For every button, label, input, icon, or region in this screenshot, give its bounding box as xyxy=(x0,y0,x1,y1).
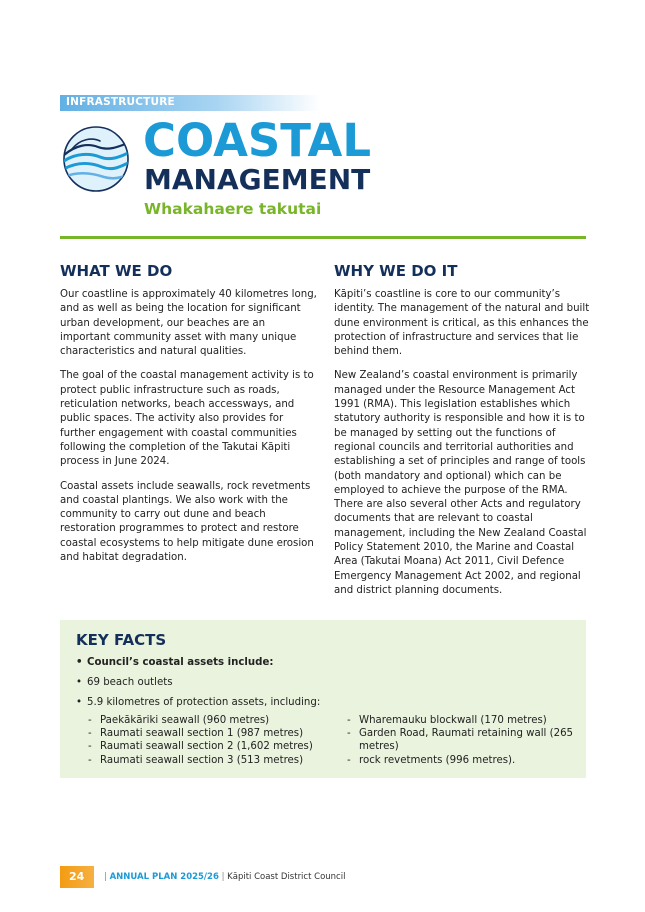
coastal-logo-icon xyxy=(62,125,130,193)
list-item xyxy=(88,740,348,753)
why-we-do-it-paragraph: Kāpiti’s coastline is core to our community’s identity. The management of the natural and built dune environment is critical, as this enhances the protection of infrastructure and services that lie behind them. xyxy=(334,289,590,358)
footer-text xyxy=(104,872,345,882)
list-item xyxy=(88,727,348,740)
dash-icon: - xyxy=(88,728,92,740)
bullet-icon: • xyxy=(76,697,83,708)
list-item-text: Raumati seawall section 2 (1,602 metres) xyxy=(100,741,313,753)
list-item-text: 5.9 kilometres of protection assets, including: xyxy=(87,697,321,708)
list-item-text: Raumati seawall section 3 (513 metres) xyxy=(100,754,304,766)
dash-icon: - xyxy=(347,728,351,740)
banner-label: INFRASTRUCTURE xyxy=(66,96,175,108)
page-number: 24 xyxy=(69,870,85,883)
footer-separator: | xyxy=(104,872,107,882)
list-item-text: Wharemauku blockwall (170 metres) xyxy=(359,715,547,726)
key-facts-heading: KEY FACTS xyxy=(76,631,167,649)
dash-icon: - xyxy=(347,715,351,726)
page-number-tab xyxy=(60,866,94,888)
list-item-text: rock revetments (996 metres). xyxy=(359,754,516,766)
why-we-do-it-heading: WHY WE DO IT xyxy=(334,262,458,280)
page-title-line2: MANAGEMENT xyxy=(144,163,371,196)
list-item xyxy=(76,696,576,710)
why-we-do-it-section xyxy=(334,262,592,608)
what-we-do-section xyxy=(60,262,318,575)
what-we-do-paragraph: The goal of the coastal management activity is to protect public infrastructure such as roads, reticulation networks, beach accessways, and public spaces. The activity also provides for further engagement with coastal communities following the completion of the Takutai Kāpiti process in June 2024. xyxy=(60,370,314,468)
dash-icon: - xyxy=(88,754,92,766)
list-item xyxy=(347,727,607,753)
protection-assets-list-left xyxy=(88,714,348,767)
key-facts-list xyxy=(76,656,576,716)
footer-doc-title: ANNUAL PLAN 2025/26 xyxy=(109,872,219,882)
bullet-icon: • xyxy=(76,677,83,688)
list-item xyxy=(347,714,607,727)
divider xyxy=(60,236,586,239)
list-item-text: Council’s coastal assets include: xyxy=(87,657,274,668)
page-footer xyxy=(60,866,460,888)
list-item xyxy=(76,656,576,670)
list-item xyxy=(347,754,607,767)
list-item xyxy=(88,754,348,767)
section-banner xyxy=(60,95,320,111)
what-we-do-paragraph: Coastal assets include seawalls, rock revetments and coastal plantings. We also work with the community to carry out dune and beach restoration programmes to protect and restore coastal ecosystems to help mitigate dune erosion and habitat degradation. xyxy=(60,480,314,564)
list-item-text: Paekākāriki seawall (960 metres) xyxy=(100,715,270,726)
list-item-text: Garden Road, Raumati retaining wall (265 metres) xyxy=(359,728,574,753)
footer-separator: | xyxy=(221,872,225,882)
what-we-do-heading: WHAT WE DO xyxy=(60,262,173,280)
bullet-icon: • xyxy=(76,657,83,668)
why-we-do-it-paragraph: New Zealand’s coastal environment is primarily managed under the Resource Management Act 1991 (RMA). This legislation establishes which statutory authority is responsible and how it is to be managed by setting out the functions of regional councils and territorial authorities and establishing a set of principles and range of tools (both mandatory and optional) which can be employed to achieve the purpose of the RMA. There are also several other Acts and regulatory documents that are relevant to coastal management, including the New Zealand Coastal Policy Statement 2010, the Marine and Coastal Area (Takutai Moana) Act 2011, Civil Defence Emergency Management Act 2002, and regional and district planning documents. xyxy=(334,370,587,596)
list-item-text: Raumati seawall section 1 (987 metres) xyxy=(100,728,304,740)
protection-assets-list-right xyxy=(347,714,607,767)
page-title-line1: COASTAL xyxy=(143,114,372,167)
dash-icon: - xyxy=(88,741,92,753)
page-subtitle: Whakahaere takutai xyxy=(144,200,322,218)
list-item-text: 69 beach outlets xyxy=(87,677,173,688)
footer-org: Kāpiti Coast District Council xyxy=(227,872,346,882)
dash-icon: - xyxy=(88,715,92,726)
what-we-do-paragraph: Our coastline is approximately 40 kilometres long, and as well as being the location for significant urban development, our beaches are an important community asset with many unique characteristics and natural qualities. xyxy=(60,289,317,358)
list-item xyxy=(88,714,348,727)
list-item xyxy=(76,676,576,690)
dash-icon: - xyxy=(347,754,351,766)
